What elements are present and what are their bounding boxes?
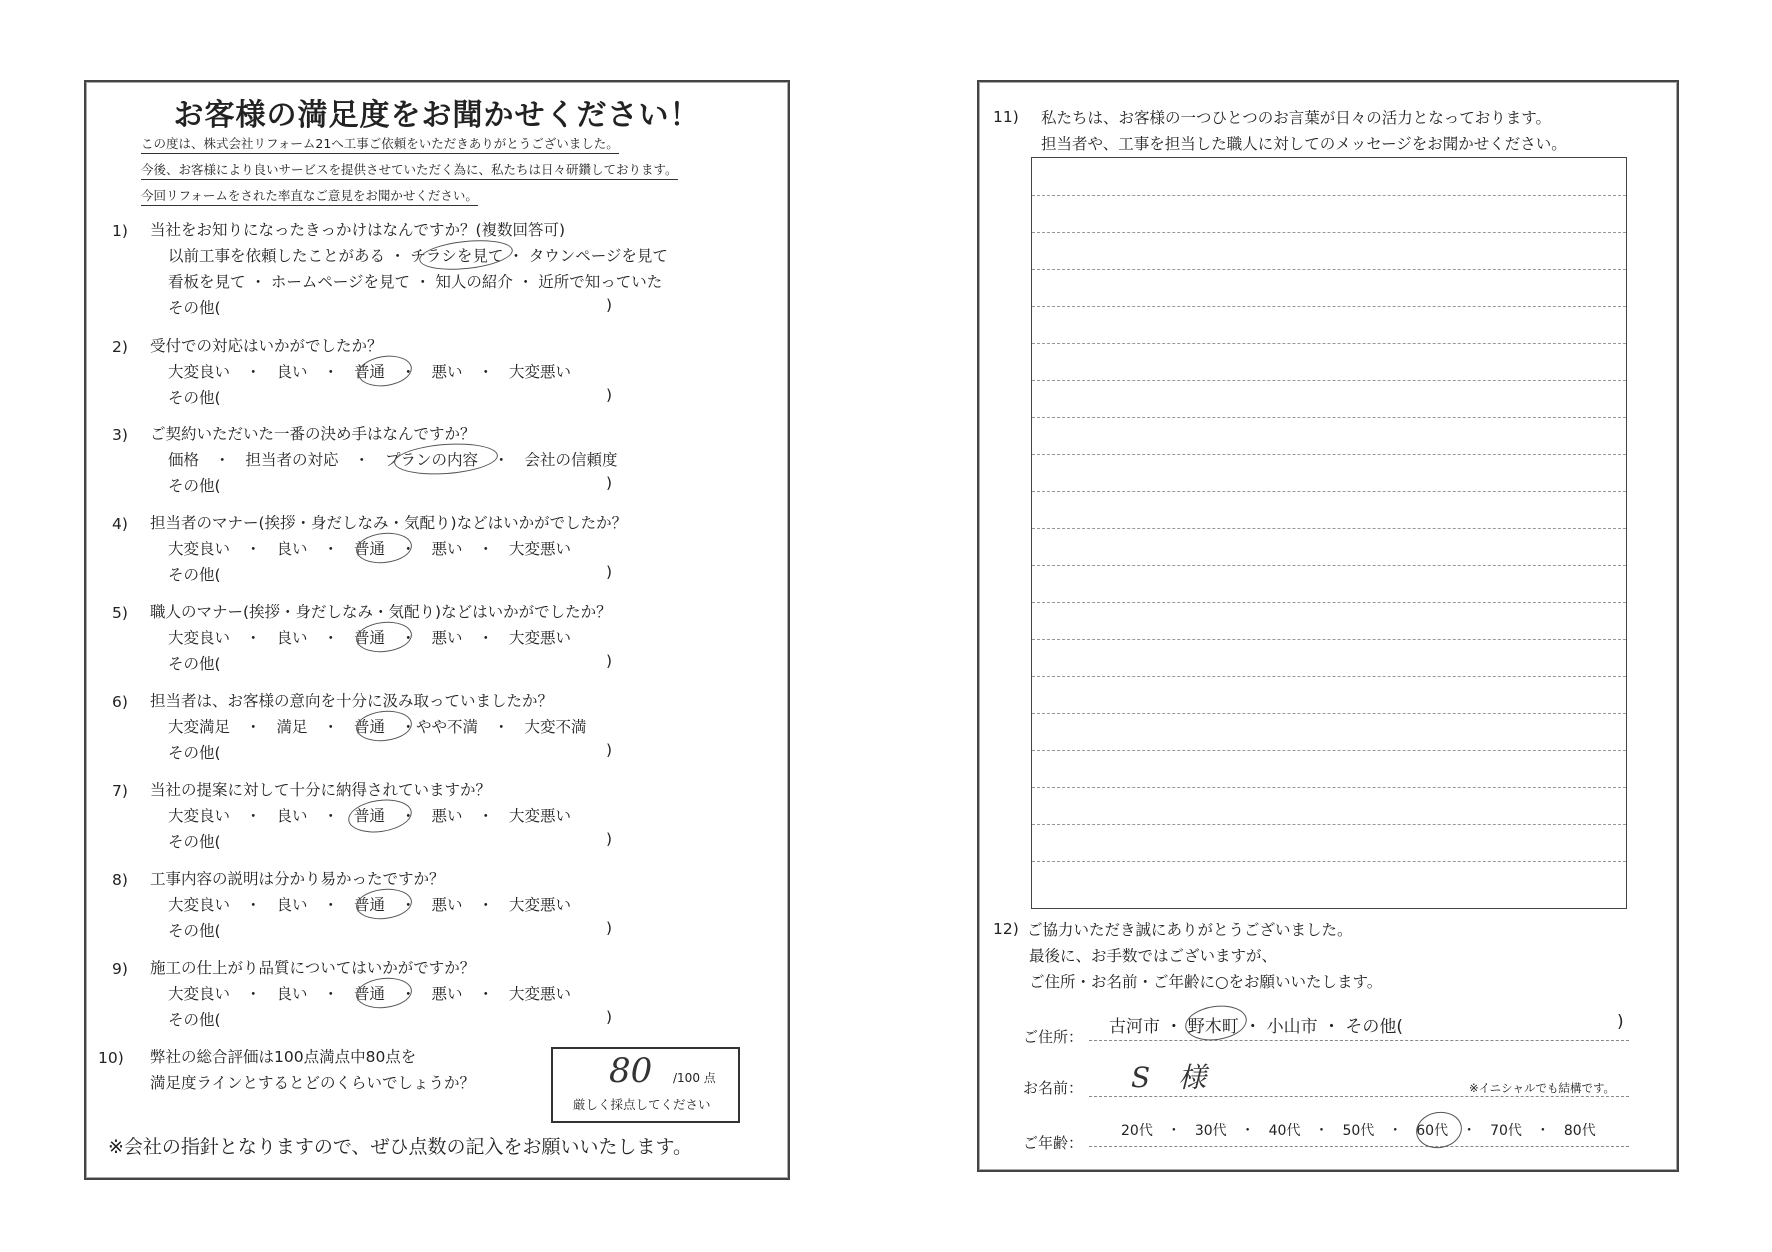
survey-left-page	[84, 80, 790, 1180]
q3-options: 価格 ・ 担当者の対応 ・ プランの内容 ・ 会社の信頼度	[168, 451, 618, 469]
q7-text: 当社の提案に対して十分に納得されていますか？	[150, 781, 492, 799]
message-line	[1032, 380, 1626, 381]
q9-answer-circle	[355, 975, 414, 1011]
q12-text-3: ご住所・お名前・ご年齢に○をお願いいたします。	[1029, 973, 1383, 991]
score-unit: /100 点	[673, 1071, 716, 1085]
q2-answer-circle	[356, 352, 414, 389]
message-line	[1032, 713, 1626, 714]
q4-options: 大変良い ・ 良い ・ 普通 ・ 悪い ・ 大変悪い	[168, 540, 572, 558]
q7-number: 7)	[112, 782, 128, 800]
q11-text-1: 私たちは、お客様の一つひとつのお言葉が日々の活力となっております。	[1041, 109, 1551, 127]
message-line	[1032, 417, 1626, 418]
q8-number: 8)	[112, 871, 128, 889]
q3-other-close: )	[606, 474, 613, 492]
q9-other: その他(	[168, 1011, 221, 1029]
name-label: お名前：	[1023, 1079, 1084, 1097]
q11-text-2: 担当者や、工事を担当した職人に対してのメッセージをお聞かせください。	[1041, 135, 1567, 153]
address-underline	[1089, 1040, 1629, 1041]
address-options[interactable]: 古河市 ・ 野木町 ・ 小山市 ・ その他(	[1109, 1017, 1404, 1037]
q8-other-close: )	[606, 919, 613, 937]
q1-other-close: )	[606, 296, 613, 314]
q1-options-2: 看板を見て ・ ホームページを見て ・ 知人の紹介 ・ 近所で知っていた	[168, 273, 663, 291]
q1-answer-circle	[418, 236, 514, 274]
message-line	[1032, 824, 1626, 825]
q5-text: 職人のマナー(挨拶・身だしなみ・気配り)などはいかがでしたか？	[150, 603, 612, 621]
survey-title: お客様の満足度をお聞かせください！	[173, 98, 701, 133]
q5-other: その他(	[168, 655, 221, 673]
address-close: )	[1617, 1012, 1624, 1032]
q6-text: 担当者は、お客様の意向を十分に汲み取っていましたか？	[150, 692, 554, 710]
age-options[interactable]: 20代 ・ 30代 ・ 40代 ・ 50代 ・ 60代 ・ 70代 ・ 80代	[1121, 1123, 1596, 1139]
message-line	[1032, 269, 1626, 270]
q3-number: 3)	[112, 426, 128, 444]
q6-other: その他(	[168, 744, 221, 762]
q5-answer-circle	[355, 619, 414, 655]
q6-other-close: )	[606, 741, 613, 759]
q7-other-close: )	[606, 830, 613, 848]
q7-options: 大変良い ・ 良い ・ 普通 ・ 悪い ・ 大変悪い	[168, 807, 572, 825]
score-value[interactable]: 80	[609, 1051, 653, 1091]
message-line	[1032, 602, 1626, 603]
intro-line-1: この度は、株式会社リフォーム21へ工事ご依頼をいただきありがとうございました。	[141, 134, 619, 154]
q5-options: 大変良い ・ 良い ・ 普通 ・ 悪い ・ 大変悪い	[168, 629, 572, 647]
message-line	[1032, 528, 1626, 529]
q5-number: 5)	[112, 604, 128, 622]
address-label: ご住所：	[1023, 1028, 1084, 1046]
q12-text-2: 最後に、お手数ではございますが、	[1029, 947, 1278, 965]
survey-right-page	[977, 80, 1679, 1172]
q4-other-close: )	[606, 563, 613, 581]
message-line	[1032, 343, 1626, 344]
q1-text: 当社をお知りになったきっかけはなんですか？(複数回答可)	[150, 221, 566, 239]
q10-text-1: 弊社の総合評価は100点満点中80点を	[150, 1048, 417, 1066]
message-line	[1032, 639, 1626, 640]
q9-number: 9)	[112, 960, 128, 978]
q8-options: 大変良い ・ 良い ・ 普通 ・ 悪い ・ 大変悪い	[168, 896, 572, 914]
q4-text: 担当者のマナー(挨拶・身だしなみ・気配り)などはいかがでしたか？	[150, 514, 628, 532]
q6-number: 6)	[112, 693, 128, 711]
message-line	[1032, 491, 1626, 492]
score-box	[551, 1047, 740, 1123]
q8-answer-circle	[355, 886, 414, 922]
q12-text-1: ご協力いただき誠にありがとうございました。	[1027, 921, 1353, 939]
q2-number: 2)	[112, 338, 128, 356]
q1-number: 1)	[112, 222, 128, 240]
message-line	[1032, 454, 1626, 455]
q9-text: 施工の仕上がり品質についてはいかがですか？	[150, 959, 476, 977]
q8-text: 工事内容の説明は分かり易かったですか？	[150, 870, 445, 888]
intro-line-2: 今後、お客様により良いサービスを提供させていただく為に、私たちは日々研鑽しております。	[141, 160, 678, 180]
score-note: 厳しく採点してください	[573, 1097, 711, 1112]
q1-other: その他(	[168, 299, 221, 317]
q7-other: その他(	[168, 833, 221, 851]
name-underline	[1089, 1096, 1629, 1097]
q10-number: 10)	[98, 1049, 124, 1067]
q2-other-close: )	[606, 386, 613, 404]
message-line	[1032, 306, 1626, 307]
age-underline	[1089, 1146, 1629, 1147]
message-line	[1032, 750, 1626, 751]
q4-answer-circle	[355, 530, 414, 566]
q2-options: 大変良い ・ 良い ・ 普通 ・ 悪い ・ 大変悪い	[168, 363, 572, 381]
q2-other: その他(	[168, 389, 221, 407]
q7-answer-circle	[346, 796, 414, 837]
address-answer-circle	[1183, 1002, 1249, 1044]
footer-note: ※会社の指針となりますので、ぜひ点数の記入をお願いいたします。	[108, 1136, 693, 1158]
q4-other: その他(	[168, 566, 221, 584]
name-note: ※イニシャルでも結構です。	[1469, 1081, 1616, 1095]
q2-text: 受付での対応はいかがでしたか？	[150, 337, 383, 355]
message-line	[1032, 861, 1626, 862]
age-label: ご年齢：	[1023, 1134, 1084, 1152]
q10-text-2: 満足度ラインとするとどのくらいでしょうか？	[150, 1074, 476, 1092]
message-line	[1032, 195, 1626, 196]
name-value[interactable]: S 様	[1131, 1061, 1207, 1094]
q1-options-1: 以前工事を依頼したことがある ・ チラシを見て ・ タウンページを見て	[168, 247, 668, 265]
intro-line-3: 今回リフォームをされた率直なご意見をお聞かせください。	[141, 186, 478, 206]
message-line	[1032, 565, 1626, 566]
q3-answer-circle	[393, 440, 499, 477]
q6-options: 大変満足 ・ 満足 ・ 普通 ・やや不満 ・ 大変不満	[168, 718, 587, 736]
q11-number: 11)	[993, 108, 1019, 126]
q5-other-close: )	[606, 652, 613, 670]
q8-other: その他(	[168, 922, 221, 940]
message-line	[1032, 787, 1626, 788]
q6-answer-circle	[355, 708, 414, 744]
q3-other: その他(	[168, 477, 221, 495]
q9-options: 大変良い ・ 良い ・ 普通 ・ 悪い ・ 大変悪い	[168, 985, 572, 1003]
message-line	[1032, 676, 1626, 677]
message-line	[1032, 232, 1626, 233]
q3-text: ご契約いただいた一番の決め手はなんですか？	[150, 425, 476, 443]
q4-number: 4)	[112, 515, 128, 533]
message-box[interactable]	[1031, 157, 1627, 909]
q9-other-close: )	[606, 1008, 613, 1026]
q12-number: 12)	[993, 920, 1019, 938]
